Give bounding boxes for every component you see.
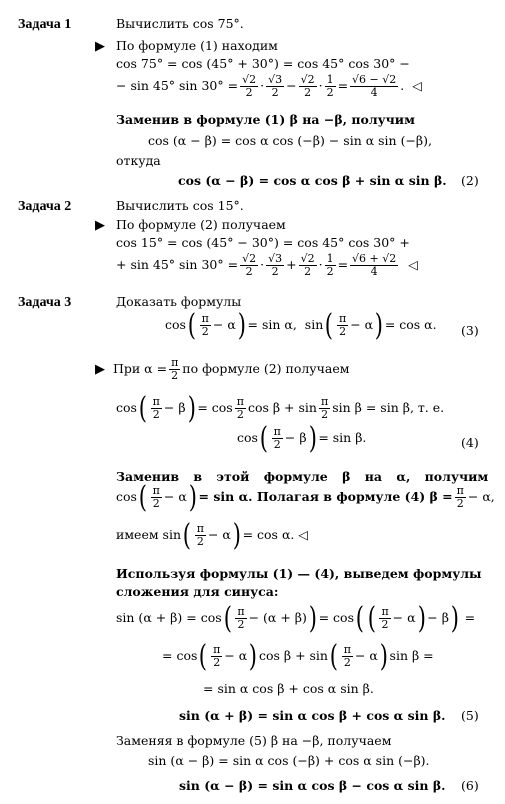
problem-3-task: Доказать формулы: [116, 294, 242, 309]
p1-line1: cos 75° = cos (45° + 30°) = cos 45° cos 30° −: [116, 56, 410, 71]
fraction: $\frac{1}{2}$: [326, 73, 334, 99]
sine-derivation-1: sin (α + β) = cos ( $\frac{\pi}{2}$ − (α + β) ) = cos ( ( $\frac{\pi}{2}$ − α ) − β ) =: [116, 601, 476, 636]
fraction: $\frac{√3}{2}$: [268, 252, 283, 278]
p1-intro: По формуле (1) находим: [116, 38, 278, 53]
formula-3: cos ( $\frac{\pi}{2}$ − α ) = sin α, sin ( $\frac{\pi}{2}$ − α ) = cos α.: [165, 308, 437, 343]
fraction: $\frac{√2}{2}$: [242, 252, 257, 278]
solution-end-icon: ◁: [298, 527, 308, 543]
fraction: $\frac{1}{2}$: [326, 252, 334, 278]
fraction: $\frac{√3}{2}$: [268, 73, 283, 99]
formula-4: cos ( $\frac{\pi}{2}$ − β ) = sin β.: [237, 421, 367, 456]
problem-2-task: Вычислить cos 15°.: [116, 198, 244, 213]
fraction: $\frac{√6 + √2}{4}$: [352, 252, 397, 278]
eq-number-3: (3): [461, 323, 479, 338]
solution-start-icon: ▶: [95, 361, 105, 377]
p2-intro: По формуле (2) получаем: [116, 217, 286, 232]
p3-line-have: имеем sin ( $\frac{\pi}{2}$ − α ) = cos α. ◁: [116, 518, 308, 553]
solution-start-icon: ▶: [95, 218, 105, 233]
p1-whence: откуда: [116, 153, 161, 168]
p3-using-2: сложения для синуса:: [116, 584, 279, 599]
p1-line2-start: − sin 45° sin 30° =: [116, 77, 239, 93]
formula-6: sin (α − β) = sin α cos β − cos α sin β.: [179, 778, 446, 793]
fraction: $\frac{√6 - √2}{4}$: [352, 73, 397, 99]
problem-3-label: Задача 3: [18, 295, 72, 310]
eq-number-5: (5): [461, 708, 479, 723]
eq-number-4: (4): [461, 435, 479, 450]
p3-when: ▶ При α = $\frac{\pi}{2}$ по формуле (2) получаем: [95, 356, 350, 382]
fraction: $\frac{√2}{2}$: [300, 252, 315, 278]
solution-start-icon: ▶: [95, 39, 105, 54]
solution-end-icon: ◁: [408, 256, 418, 272]
formula-5: sin (α + β) = sin α cos β + cos α sin β.: [179, 708, 446, 723]
eq-number-6: (6): [461, 778, 479, 793]
problem-2-label: Задача 2: [18, 199, 72, 214]
problem-1-label: Задача 1: [18, 17, 72, 32]
p1-line2: − sin 45° sin 30° = $\frac{√2}{2}$ · $\frac{√3}{2}$ − $\frac{√2}{2}$ · $\frac{1}{2}$ = $\frac{√6 - √2}{4}$ . ◁: [116, 73, 422, 99]
p2-line2: + sin 45° sin 30° = $\frac{√2}{2}$ · $\frac{√3}{2}$ + $\frac{√2}{2}$ · $\frac{1}{2}$ = $\frac{√6 + √2}{4}$ ◁: [116, 252, 418, 278]
formula-2: cos (α − β) = cos α cos β + sin α sin β.: [178, 173, 447, 188]
p3-line4: cos ( $\frac{\pi}{2}$ − β ) = cos $\frac{\pi}{2}$ cos β + sin $\frac{\pi}{2}$ sin β = sin β, т. е.: [116, 391, 445, 426]
p1-replace: Заменив в формуле (1) β на −β, получим: [116, 112, 415, 127]
solution-end-icon: ◁: [412, 77, 422, 93]
p3-using-1: Используя формулы (1) — (4), выведем формулы: [116, 566, 482, 581]
problem-1-task: Вычислить cos 75°.: [116, 16, 244, 31]
fraction: $\frac{√2}{2}$: [242, 73, 257, 99]
eq-number-2: (2): [461, 173, 479, 188]
sine-derivation-3: = sin α cos β + cos α sin β.: [203, 681, 374, 696]
sine-derivation-4: sin (α − β) = sin α cos (−β) + cos α sin (−β).: [148, 753, 430, 768]
p1-formula-mid: cos (α − β) = cos α cos (−β) − sin α sin (−β),: [148, 133, 433, 148]
p2-line1: cos 15° = cos (45° − 30°) = cos 45° cos 30° +: [116, 235, 410, 250]
p3-replace-5: Заменяя в формуле (5) β на −β, получаем: [116, 733, 392, 748]
fraction: $\frac{√2}{2}$: [300, 73, 315, 99]
p3-replace: Заменив в этой формуле β на α, получим: [116, 469, 489, 484]
sine-derivation-2: = cos ( $\frac{\pi}{2}$ − α ) cos β + sin ( $\frac{\pi}{2}$ − α ) sin β =: [162, 639, 434, 674]
p3-line-polagaya: cos ( $\frac{\pi}{2}$ − α ) = sin α. Полагая в формуле (4) β = $\frac{\pi}{2}$ − α,: [116, 480, 495, 515]
